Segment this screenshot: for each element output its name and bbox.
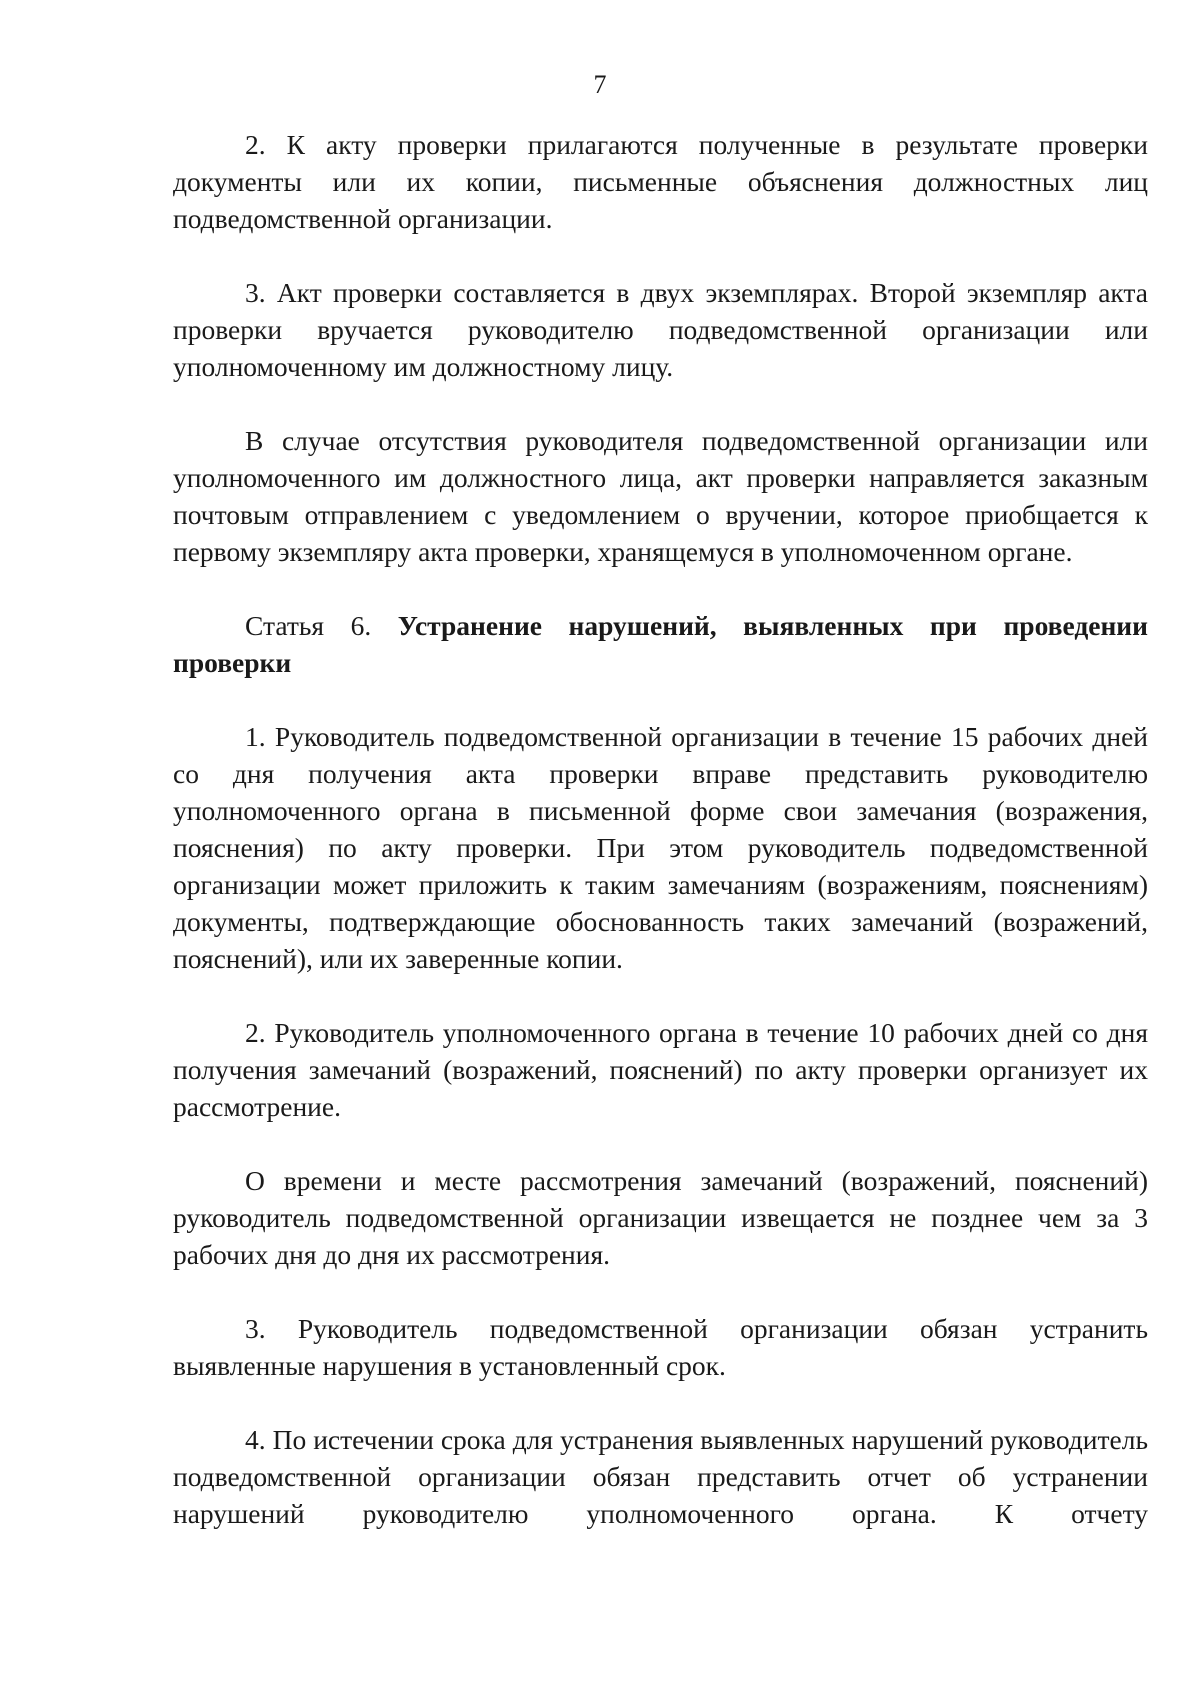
paragraph-review: 2. Руководитель уполномоченного органа в течение 10 рабочих дней со дня получения замечаний (возражений, пояснений) по акту проверки организует их рассмотрение. xyxy=(173,1017,1148,1122)
paragraph-act-mailing: В случае отсутствия руководителя подведомственной организации или уполномоченного им должностного лица, акт проверки направляется заказным почтовым отправлением с уведомлением о вручении, которое приобщается к первому экземпляру акта проверки, хранящемуся в уполномоченном органе. xyxy=(173,425,1148,567)
article-label: Статья 6. xyxy=(245,610,372,641)
paragraph-elimination: 3. Руководитель подведомственной организации обязан устранить выявленные нарушения в установленный срок. xyxy=(173,1313,1148,1381)
document-body xyxy=(173,126,1148,1532)
paragraph-notification: О времени и месте рассмотрения замечаний (возражений, пояснений) руководитель подведомственной организации извещается не позднее чем за 3 рабочих дня до дня их рассмотрения. xyxy=(173,1165,1148,1270)
paragraph-objections: 1. Руководитель подведомственной организации в течение 15 рабочих дней со дня получения акта проверки вправе представить руководителю уполномоченного органа в письменной форме свои замечания (возражения, пояснения) по акту проверки. При этом руководитель подведомственной организации может приложить к таким замечаниям (возражениям, пояснениям) документы, подтверждающие обоснованность таких замечаний (возражений, пояснений), или их заверенные копии. xyxy=(173,721,1148,974)
page-number: 7 xyxy=(593,70,607,99)
article-heading xyxy=(173,607,1148,681)
paragraph-act-attachments: 2. К акту проверки прилагаются полученные в результате проверки документы или их копии, письменные объяснения должностных лиц подведомственной организации. xyxy=(173,129,1148,234)
article-title: Устранение нарушений, выявленных при проведении проверки xyxy=(173,610,1148,678)
paragraph-act-copies: 3. Акт проверки составляется в двух экземплярах. Второй экземпляр акта проверки вручается руководителю подведомственной организации или уполномоченному им должностному лицу. xyxy=(173,277,1148,382)
paragraph-report: 4. По истечении срока для устранения выявленных нарушений руководитель подведомственной организации обязан представить отчет об устранении нарушений руководителю уполномоченного органа. К отчету xyxy=(173,1424,1148,1529)
